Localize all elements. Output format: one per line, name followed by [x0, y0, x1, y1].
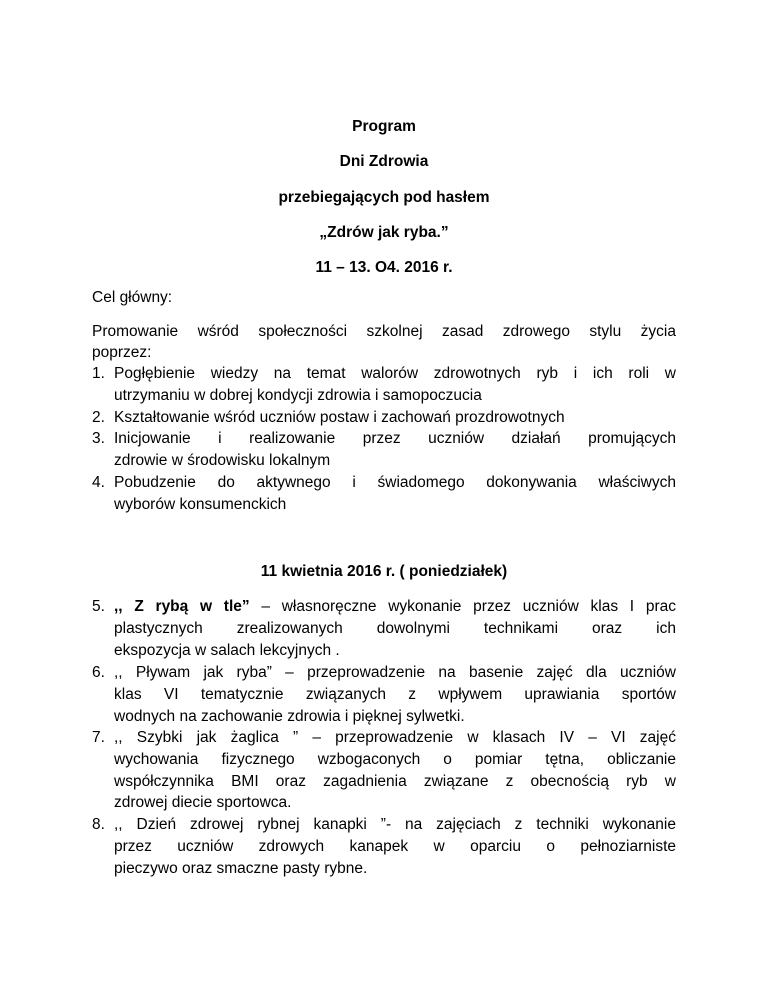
title-motto: „Zdrów jak ryba.” — [319, 224, 449, 241]
title-dni-zdrowia: Dni Zdrowia — [339, 153, 429, 170]
item-number: 3. — [92, 430, 105, 447]
goal-intro — [92, 321, 676, 363]
goal-item — [92, 407, 676, 429]
goal-intro-line: poprzez: — [92, 344, 152, 361]
item-line: ,, Pływam jak ryba” – przeprowadzenie na basenie zajęć dla uczniów — [114, 664, 676, 681]
day-heading: 11 kwietnia 2016 r. ( poniedziałek) — [260, 563, 508, 580]
day-item — [92, 662, 676, 727]
item-line: Inicjowanie i realizowanie przez uczniów działań promujących — [114, 430, 676, 447]
item-number: 7. — [92, 729, 105, 746]
item-line: klas VI tematycznie związanych z wpływem uprawiania sportów — [114, 685, 676, 703]
item-line: zdrowej diecie sportowca. — [114, 794, 292, 812]
item-line: współczynnika BMI oraz zagadnienia związane z obecnością ryb w — [114, 772, 676, 790]
item-line: pieczywo oraz smaczne pasty rybne. — [114, 859, 368, 877]
item-line: wyborów konsumenckich — [114, 495, 287, 513]
item-number: 4. — [92, 474, 105, 491]
item-line: przez uczniów zdrowych kanapek w oparciu o pełnoziarniste — [114, 837, 676, 855]
item-number: 6. — [92, 664, 105, 681]
goal-intro-line: Promowanie wśród społeczności szkolnej zasad zdrowego stylu życia — [92, 323, 676, 340]
title-subtitle: przebiegających pod hasłem — [278, 189, 490, 206]
item-line: wodnych na zachowanie zdrowia i pięknej sylwetki. — [114, 707, 465, 725]
title-dates: 11 – 13. O4. 2016 r. — [315, 259, 453, 276]
item-line: wychowania fizycznego wzbogaconych o pomiar tętna, obliczanie — [114, 750, 676, 768]
item-number: 8. — [92, 816, 105, 833]
goal-item — [92, 472, 676, 516]
item-title: ,, Z rybą w tle” — [114, 598, 250, 615]
item-line: ,, Szybki jak żaglica ” – przeprowadzenie w klasach IV – VI zajęć — [114, 729, 676, 746]
goal-label: Cel główny: — [92, 289, 173, 306]
day-item — [92, 814, 676, 879]
item-line — [114, 596, 676, 618]
day-item — [92, 727, 676, 814]
day-item — [92, 596, 676, 661]
item-line: ,, Dzień zdrowej rybnej kanapki ”- na zajęciach z techniki wykonanie — [114, 816, 676, 833]
item-line: ekspozycja w salach lekcyjnych . — [114, 641, 340, 659]
item-line: Pogłębienie wiedzy na temat walorów zdrowotnych ryb i ich roli w — [114, 365, 676, 382]
item-line: plastycznych zrealizowanych dowolnymi technikami oraz ich — [114, 619, 676, 637]
item-line: zdrowie w środowisku lokalnym — [114, 451, 331, 469]
item-line-rest: – własnoręczne wykonanie przez uczniów klas I prac — [249, 598, 676, 615]
goal-item — [92, 363, 676, 407]
title-program: Program — [352, 118, 416, 135]
item-number: 2. — [92, 409, 105, 426]
goal-item — [92, 428, 676, 472]
item-number: 5. — [92, 598, 105, 615]
item-line: Kształtowanie wśród uczniów postaw i zachowań prozdrowotnych — [114, 409, 565, 426]
item-line: Pobudzenie do aktywnego i świadomego dokonywania właściwych — [114, 474, 676, 491]
item-number: 1. — [92, 365, 105, 382]
item-line: utrzymaniu w dobrej kondycji zdrowia i samopoczucia — [114, 386, 482, 404]
